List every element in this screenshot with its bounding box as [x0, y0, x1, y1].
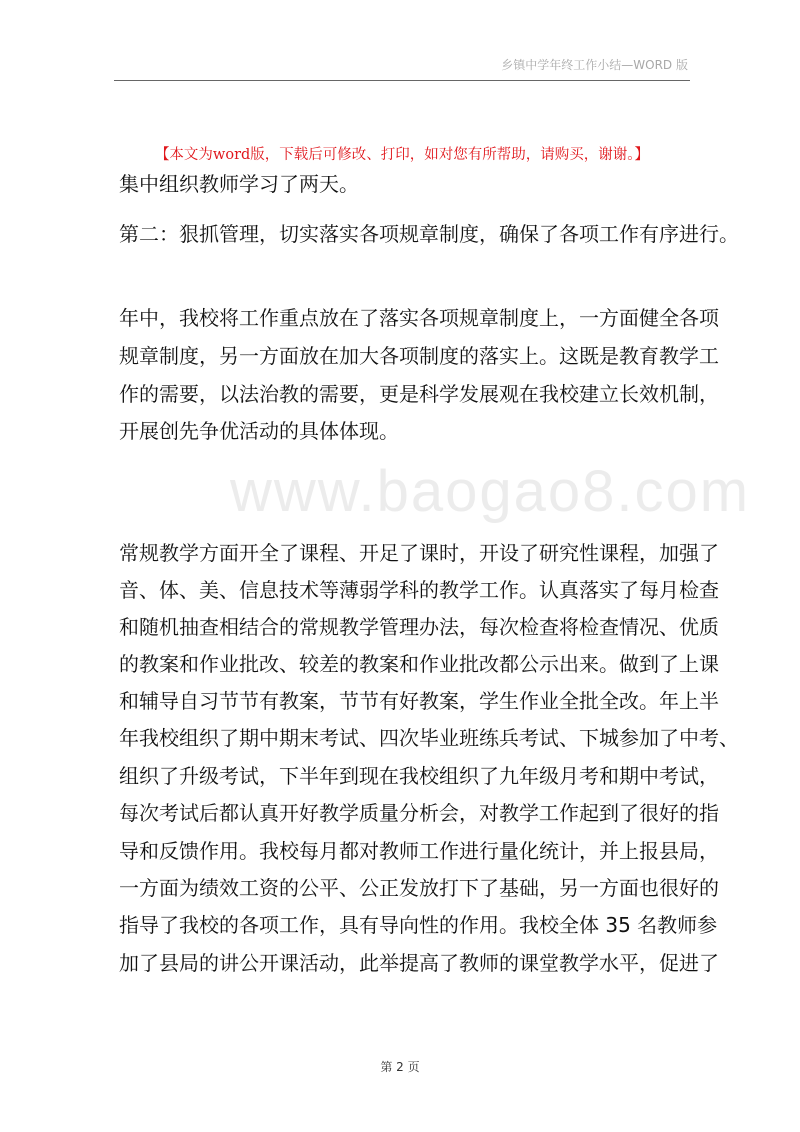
paragraph-line: 年中，我校将工作重点放在了落实各项规章制度上，一方面健全各项 — [119, 306, 719, 330]
paragraph-line: 常规教学方面开全了课程、开足了课时，开设了研究性课程，加强了 — [119, 541, 719, 565]
paragraph-line: 集中组织教师学习了两天。 — [119, 172, 359, 196]
header-title: 乡镇中学年终工作小结—WORD 版 — [501, 58, 688, 72]
purchase-notice: 【本文为word版，下载后可修改、打印，如对您有所帮助，请购买，谢谢。】 — [154, 147, 650, 163]
paragraph-line: 开展创先争优活动的具体体现。 — [119, 419, 399, 443]
paragraph-line: 音、体、美、信息技术等薄弱学科的教学工作。认真落实了每月检查 — [119, 578, 719, 602]
paragraph-line: 规章制度，另一方面放在加大各项制度的落实上。这既是教育教学工 — [119, 344, 719, 368]
page-number: 第 2 页 — [380, 1060, 420, 1074]
paragraph-line: 指导了我校的各项工作，具有导向性的作用。我校全体 35 名教师参 — [119, 913, 718, 937]
paragraph-line: 每次考试后都认真开好教学质量分析会，对教学工作起到了很好的指 — [119, 801, 719, 825]
paragraph-line: 和辅导自习节节有教案，节节有好教案，学生作业全批全改。年上半 — [119, 689, 719, 713]
paragraph-line: 加了县局的讲公开课活动，此举提高了教师的课堂教学水平，促进了 — [119, 951, 719, 975]
paragraph-line: 一方面为绩效工资的公平、公正发放打下了基础，另一方面也很好的 — [119, 876, 719, 900]
paragraph-line: 组织了升级考试，下半年到现在我校组织了九年级月考和期中考试， — [119, 764, 719, 788]
watermark: www.baogao8.com — [230, 459, 751, 524]
paragraph-line: 导和反馈作用。我校每月都对教师工作进行量化统计，并上报县局， — [119, 839, 719, 863]
paragraph-line: 和随机抽查相结合的常规教学管理办法，每次检查将检查情况、优质 — [119, 615, 719, 639]
header-divider — [114, 80, 690, 81]
paragraph-line: 的教案和作业批改、较差的教案和作业批改都公示出来。做到了上课 — [119, 652, 719, 676]
paragraph-line: 第二：狠抓管理，切实落实各项规章制度，确保了各项工作有序进行。 — [119, 222, 739, 246]
paragraph-line: 作的需要，以法治教的需要，更是科学发展观在我校建立长效机制， — [119, 382, 719, 406]
paragraph-line: 年我校组织了期中期末考试、四次毕业班练兵考试、下城参加了中考、 — [119, 726, 739, 750]
